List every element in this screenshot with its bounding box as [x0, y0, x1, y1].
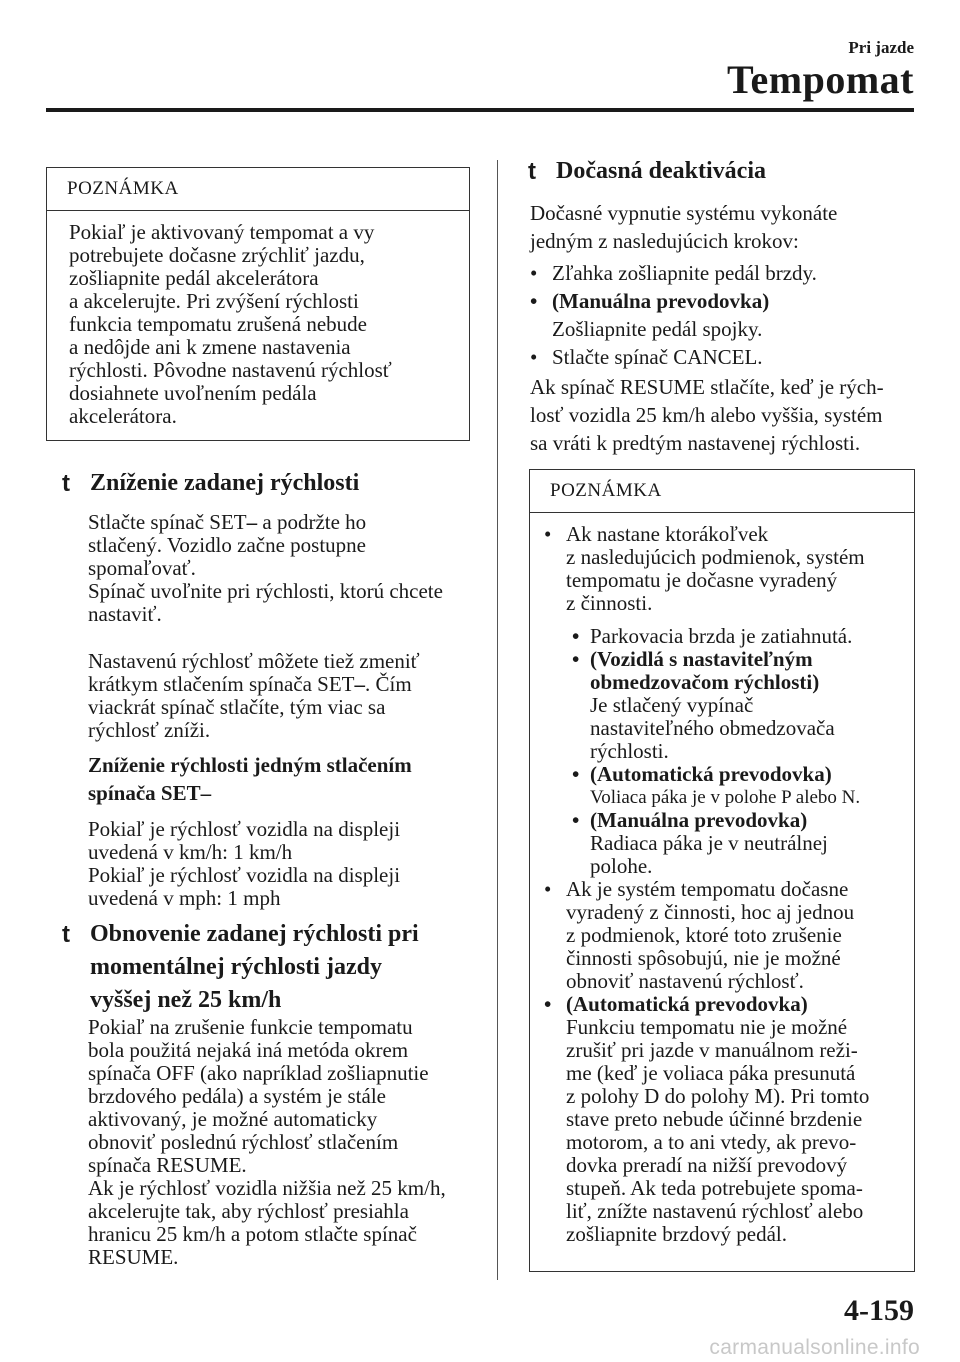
heading-reduce-speed: t Zníženie zadanej rýchlosti — [62, 467, 482, 501]
heading-temporary-deactivation: t Dočasná deaktivácia — [528, 155, 918, 189]
list-item: • Parkovacia brzda je zatiahnutá. — [566, 625, 894, 648]
page-title: Tempomat — [727, 57, 914, 102]
note-text: Pokiaľ je aktivovaný tempomat a vy potrebujete dočasne zrýchliť jazdu, zošliapnite pedál akcelerátora a akcelerujte. Pri zvýšení rýchlosti funkcia tempomatu zrušená nebude a nedôjde ani k zmene nastavenia rýchlosti. Pôvodne nastavenú rýchlosť dosiahnete uvoľnením pedála akcelerátora. — [69, 220, 392, 428]
paragraph-resume: Pokiaľ na zrušenie funkcie tempomatu bola použitá nejaká iná metóda okrem spínača OFF (ako napríklad zošliapnutie brzdového pedála) a systém je stále aktivovaný, je možné automaticky obnoviť poslednú rýchlosť stlačením spínača RESUME. Ak je rýchlosť vozidla nižšia než 25 km/h, akcelerujte tak, aby rýchlosť presiahla hranicu 25 km/h a potom stlačte spínač RESUME. — [88, 1015, 446, 1269]
header-rule — [46, 108, 914, 112]
watermark: carmanualsonline.info — [709, 1336, 920, 1359]
list-item: • Ak je systém tempomatu dočasne vyradený z činnosti, hoc aj jednou z podmienok, ktoré toto zrušenie činnosti spôsobujú, nie je možné obnoviť nastavenú rýchlosť. — [544, 878, 894, 993]
paragraph-reduce-tap: Nastavenú rýchlosť môžete tiež zmeniť krátkym stlačením spínača SET‒. Čím viackrát spínač stlačíte, tým viac sa rýchlosť zníži. — [88, 649, 420, 742]
heading-marker-icon: t — [62, 470, 70, 497]
section-label: Pri jazde — [848, 38, 914, 57]
list-deactivation-steps: • Zľahka zošliapnite pedál brzdy. • (Manuálna prevodovka) Zošliapnite pedál spojky. • Stlačte spínač CANCEL. — [530, 259, 920, 371]
set-minus-icon: ‒ — [354, 672, 366, 696]
list-item: • Stlačte spínač CANCEL. — [530, 343, 920, 371]
note-label: POZNÁMKA — [530, 470, 914, 513]
paragraph-step-values: Pokiaľ je rýchlosť vozidla na displeji uvedená v km/h: 1 km/h Pokiaľ je rýchlosť vozidla na displeji uvedená v mph: 1 mph — [88, 817, 401, 910]
list-item: • (Manuálna prevodovka) — [530, 287, 920, 315]
note-text: • Ak nastane ktorákoľvek z nasledujúcich podmienok, systém tempomatu je dočasne vyradený z činnosti. • Parkovacia brzda je zatiahnutá. • (Vozidlá s nastaviteľným obmedzovačom rýchlosti) Je stlačený vypínač nastaviteľného obmedzovača rýchlosti. • (Automatická prevodovka) Voliaca páka je v polohe P alebo N. • (Manuálna prevodovka) Radiaca páka je v neutrálnej polohe. • Ak je systém tempomatu dočasne vyradený z činnosti, hoc aj jednou z podmienok, ktoré toto zrušenie činnosti spôsobujú, nie je možné obnoviť nastavenú rýchlosť. • (Automatická prevodovka) Funkciu tempomatu nie je možné zrušiť pri jazde v manuálnom reži- me (keď je voliaca páka presunutá z polohy D do polohy M). Pri tomto stave preto nebude účinné brzdenie motorom, a to ani vtedy, ak prevo- dovka preradí na nižší prevodový stupeň. Ak teda potrebujete spoma- liť, znížte nastavenú rýchlosť alebo zošliapnite brzdový pedál. — [530, 513, 914, 1256]
paragraph-reduce-hold: Stlačte spínač SET‒ a podržte ho stlačený. Vozidlo začne postupne spomaľovať. Spínač uvoľnite pri rýchlosti, ktorú chcete nastaviť. — [88, 510, 443, 626]
column-divider — [497, 160, 498, 1280]
paragraph-deactivation-intro: Dočasné vypnutie systému vykonáte jedným z nasledujúcich krokov: — [530, 201, 838, 253]
list-item: • (Manuálna prevodovka) — [566, 809, 894, 832]
set-minus-icon: ‒ — [246, 510, 258, 534]
subheading-single-press: Zníženie rýchlosti jedným stlačením spínača SET‒ — [88, 753, 412, 805]
list-item: • Zľahka zošliapnite pedál brzdy. — [530, 259, 920, 287]
page-number: 4-159 — [844, 1294, 914, 1327]
note-label: POZNÁMKA — [47, 168, 469, 211]
list-item: • (Automatická prevodovka) — [566, 763, 894, 786]
list-item: • (Vozidlá s nastaviteľným obmedzovačom rýchlosti) — [566, 648, 894, 694]
heading-marker-icon: t — [62, 921, 70, 948]
heading-resume-speed: t Obnovenie zadanej rýchlosti pri momentálnej rýchlosti jazdy vyššej než 25 km/h — [62, 918, 482, 1017]
paragraph-resume-speed: Ak spínač RESUME stlačíte, keď je rých- losť vozidla 25 km/h alebo vyššia, systém sa vráti k predtým nastavenej rýchlosti. — [530, 375, 884, 455]
set-minus-icon: ‒ — [200, 781, 212, 805]
heading-marker-icon: t — [528, 158, 536, 185]
list-item: • Ak nastane ktorákoľvek z nasledujúcich podmienok, systém tempomatu je dočasne vyradený z činnosti. — [544, 523, 894, 615]
list-item: • (Automatická prevodovka) — [544, 993, 894, 1016]
note-box-acceleration — [46, 167, 470, 441]
note-box-conditions — [529, 469, 915, 1272]
